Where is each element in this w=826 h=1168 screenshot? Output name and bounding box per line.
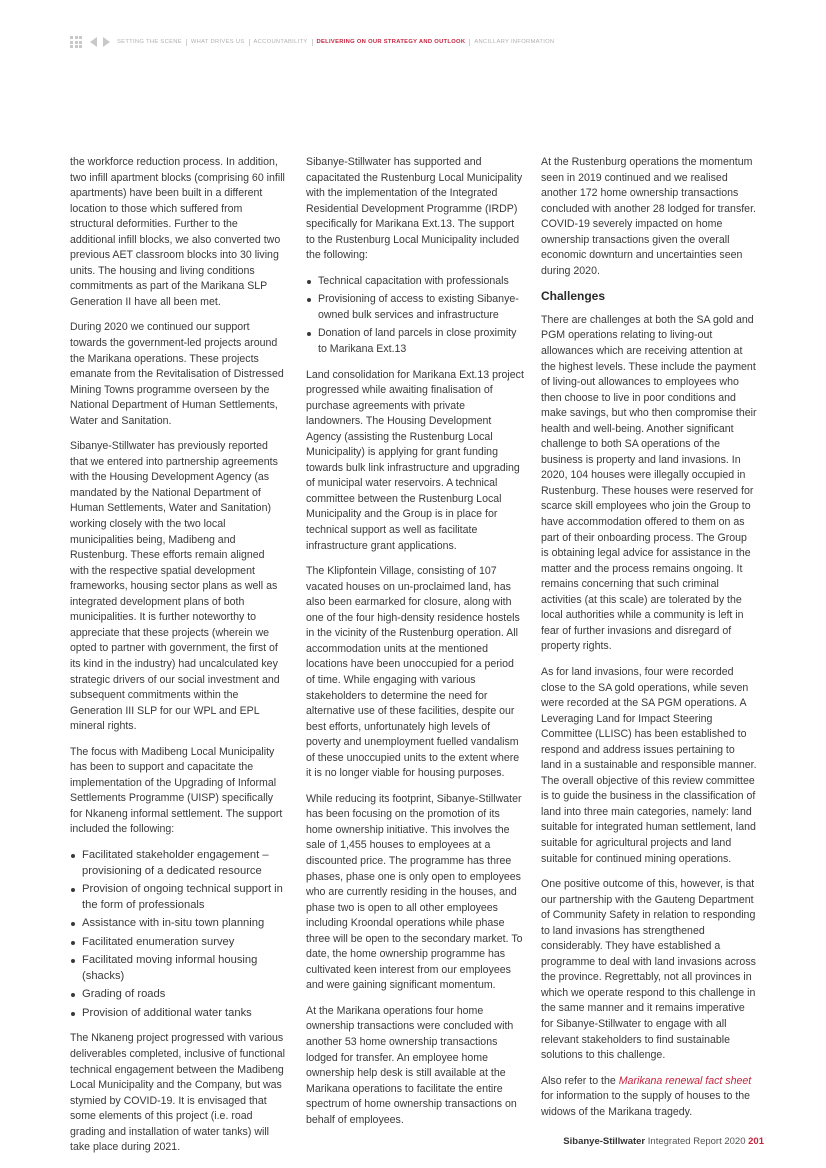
section-navigation: [70, 35, 554, 49]
nav-delivering-on-strategy[interactable]: DELIVERING ON OUR STRATEGY AND OUTLOOK: [316, 39, 466, 45]
text-column-1: [70, 155, 286, 1166]
list-item: Donation of land parcels in close proximity to Marikana Ext.13: [306, 326, 524, 357]
support-list: [306, 274, 524, 358]
nav-divider: [249, 39, 250, 46]
fact-sheet-link[interactable]: Marikana renewal fact sheet: [618, 1074, 752, 1087]
list-item: Facilitated enumeration survey: [70, 935, 286, 951]
nav-what-drives-us[interactable]: WHAT DRIVES US: [190, 39, 245, 45]
list-item: Provision of ongoing technical support in the form of professionals: [70, 882, 286, 913]
paragraph: During 2020 we continued our support towards the government-led projects around the Marikana operations. These projects emanate from the Revitalisation of Distressed Mining Towns programme overseen by the National Department of Human Settlements, Water and Sanitation.: [70, 321, 284, 427]
paragraph: Sibanye-Stillwater has supported and capacitated the Rustenburg Local Municipality with the implementation of the Integrated Residential Development Programme (IRDP) specifically for Marikana Ext.13. The support to the Rustenburg Local Municipality included the following:: [306, 156, 523, 262]
paragraph: At the Marikana operations four home ownership transactions were concluded with another 53 home ownership transactions lodged for transfer. An employee home ownership help desk is still available at the Marikana operations to facilitate the entire spectrum of home ownership transactions on behalf of employees.: [306, 1004, 517, 1126]
footer-brand: Sibanye-Stillwater: [563, 1136, 646, 1147]
text-column-3: [541, 155, 757, 1130]
list-item: Facilitated moving informal housing (shacks): [70, 953, 286, 984]
paragraph: Land consolidation for Marikana Ext.13 project progressed while awaiting finalisation of purchase agreements with private landowners. The Housing Development Agency (assisting the Rustenburg Local Municipality) is applying for grant funding towards bulk link infrastructure and upgrading of municipal water reservoirs. A technical committee between the Rustenburg Local Municipality and the Group is in place for technical support as well as facilitate infrastructure grant applications.: [306, 368, 524, 552]
paragraph: While reducing its footprint, Sibanye-Stillwater has been focusing on the promotion of its home ownership initiative. This involves the sale of 1,455 houses to employees at a discounted price. The programme has three phases, phase one is only open to employees who are currently residing in the houses, and phase two is open to all other employees including Kroondal operations while phase three will be open to the secondary market. To date, the home ownership programme has cultivated keen interest from our employees and were gaining significant momentum.: [306, 792, 523, 992]
paragraph: The Klipfontein Village, consisting of 107 vacated houses on un-proclaimed land, has also been earmarked for closure, along with one of the four high-density residence hostels in the vicinity of the Rustenburg operation. All accommodation units at the mentioned locations have been unoccupied for a period of time. While engaging with various stakeholders to determine the need for alternative use of these facilities, despite our best efforts, unfortunately high levels of poverty and unemployment fuelled vandalism of these unoccupied units to the extent where it is no longer viable for housing purposes.: [306, 565, 520, 780]
next-page-icon[interactable]: [103, 37, 110, 47]
list-item: Assistance with in-situ town planning: [70, 916, 286, 932]
list-item: Provisioning of access to existing Sibanye-owned bulk services and infrastructure: [306, 292, 524, 323]
nav-accountability[interactable]: ACCOUNTABILITY: [253, 39, 308, 45]
list-item: Facilitated stakeholder engagement – provisioning of a dedicated resource: [70, 848, 286, 879]
paragraph: At the Rustenburg operations the momentum seen in 2019 continued and we realised another 172 home ownership transactions concluded with another 28 lodged for transfer. COVID-19 severely impacted on home ownership transactions given the overall economic downturn and uncertainties seen during 2020.: [541, 156, 756, 277]
text-column-2: [306, 155, 524, 1138]
list-item: Grading of roads: [70, 987, 286, 1003]
paragraph: [541, 1074, 757, 1121]
list-item: Provision of additional water tanks: [70, 1006, 286, 1022]
menu-grid-icon[interactable]: [70, 36, 82, 48]
previous-page-icon[interactable]: [90, 37, 97, 47]
paragraph: The Nkaneng project progressed with various deliverables completed, inclusive of functional technical engagement between the Madibeng Local Municipality and the Company, but was stymied by COVID-19. It is envisaged that some elements of this project (i.e. road grading and installation of water tanks) will take place during 2021.: [70, 1032, 285, 1154]
nav-divider: [186, 39, 187, 46]
section-heading: Challenges: [541, 289, 606, 304]
text-span: for information to the supply of houses to the widows of the Marikana tragedy.: [541, 1090, 751, 1118]
text-span: Also refer to the: [541, 1074, 619, 1087]
nav-ancillary-information[interactable]: ANCILLARY INFORMATION: [474, 39, 555, 45]
paragraph: One positive outcome of this, however, is that our partnership with the Gauteng Department of Community Safety in relation to responding to land invasions has strengthened considerably. They have established a programme to deal with land invasions across the province. Regrettably, not all provinces in which we operate respond to this challenge in the same manner and it remains imperative for Sibanye-Stillwater to engage with all relevant stakeholders to find sustainable solutions to this challenge.: [541, 878, 756, 1062]
list-item: Technical capacitation with professionals: [306, 274, 524, 290]
nav-divider: [469, 39, 470, 46]
paragraph: the workforce reduction process. In addition, two infill apartment blocks (comprising 60 infill apartments) have been built in a different location to those which suffered from structural deformities. Further to the additional infill blocks, we also converted two previous AET classroom blocks into 30 living units. The housing and living conditions commitments as part of the Marikana SLP Generation II have all been met.: [70, 156, 285, 308]
page-footer: [563, 1136, 764, 1147]
nav-divider: [312, 39, 313, 46]
paragraph: The focus with Madibeng Local Municipality has been to support and capacitate the implementation of the Upgrading of Informal Settlements Programme (UISP) specifically for Nkaneng informal settlement. The support included the following:: [70, 745, 283, 836]
support-list: [70, 848, 286, 1021]
paragraph: Sibanye-Stillwater has previously reported that we entered into partnership agreements with the Housing Development Agency (as mandated by the National Department of Human Settlements, Water and Sanitation) working closely with the two local municipalities being, Madibeng and Rustenburg. These efforts remain aligned with the respective spatial development frameworks, housing sector plans as well as integrated development plans of both municipalities. It is further noteworthy to appreciate that these projects (wherein we opted to partner with government, the first of its kind in the industry) had uncalculated key strategic drivers of our social investment and subsequent commitments within the Generation III SLP for our WPL and EPL mineral rights.: [70, 440, 280, 733]
footer-report-title: Integrated Report 2020: [647, 1136, 746, 1147]
paragraph: As for land invasions, four were recorded close to the SA gold operations, while seven were recorded at the SA PGM operations. A Leveraging Land for Impact Steering Committee (LLISC) has been established to respond and address issues pertaining to land in a sustainable and responsible manner. The overall objective of this review committee is to guide the business in the classification of land into three main categories, namely: land suitable for integrated human settlement, land suitable for agricultural projects and land suitable for continued mining operations.: [541, 665, 757, 865]
page-number: 201: [748, 1136, 764, 1147]
nav-setting-the-scene[interactable]: SETTING THE SCENE: [117, 39, 182, 45]
paragraph: There are challenges at both the SA gold and PGM operations relating to living-out allowances which are receiving attention at the highest levels. These include the payment of living-out allowances to employees who then choose to live in poor conditions and make savings, but who then compromise their health and well-being. Another significant challenge to both SA operations of the business is property and land invasions. In 2020, 104 houses were illegally occupied in Rustenburg. These houses were reserved for scarce skill employees who join the Group to have accommodation offered to them on as part of their onboarding process. The Group is obtaining legal advice for assistance in the matter and the process remains ongoing. It remains concerning that such criminal activities (at this scale) are tolerated by the local authorities while a community is left in fear of further invasions and disregard of property rights.: [541, 313, 757, 653]
